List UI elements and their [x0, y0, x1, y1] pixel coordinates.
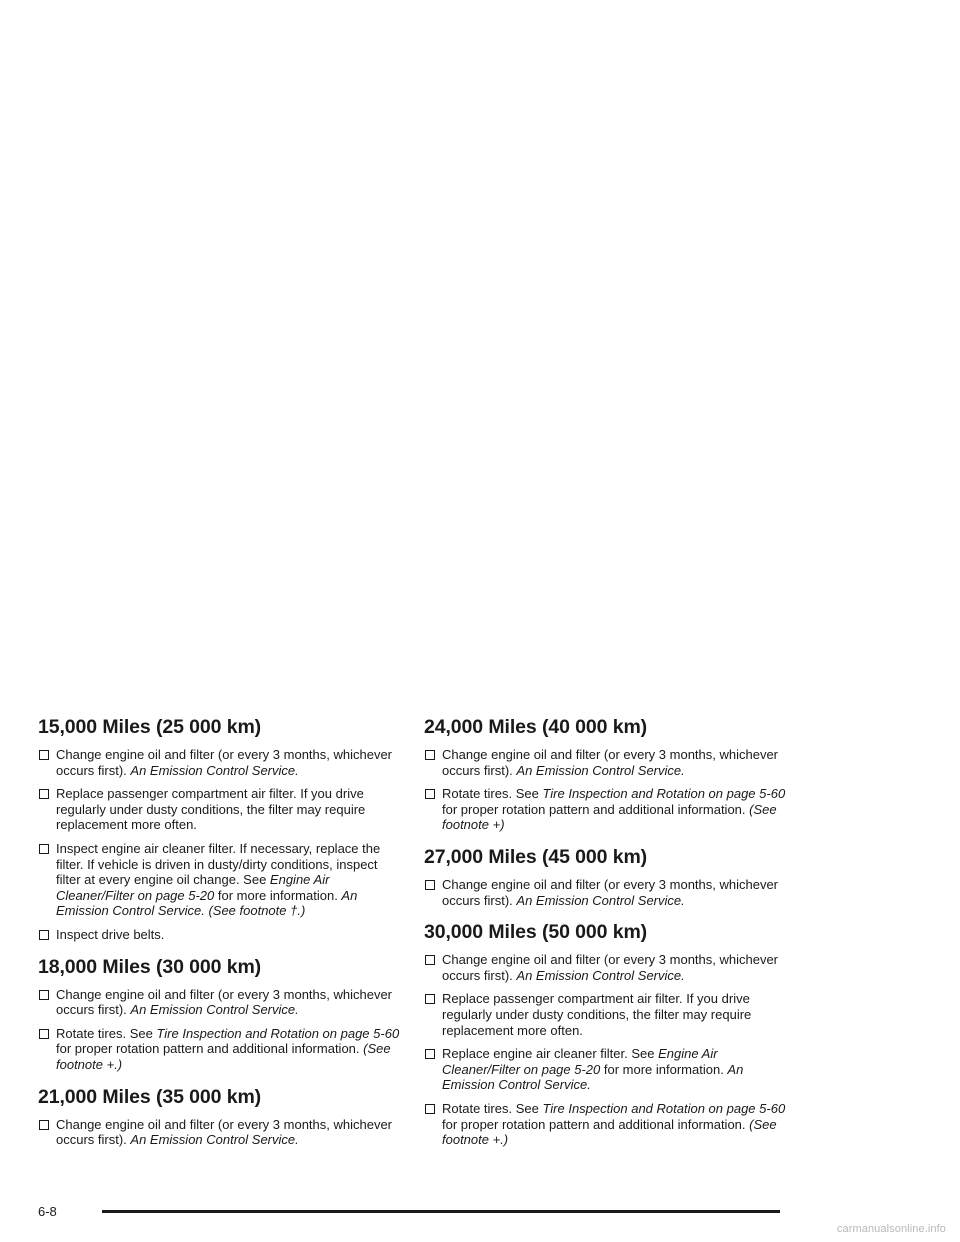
section-27000-miles: [424, 846, 794, 908]
page-number: 6-8: [38, 1204, 57, 1219]
checkbox-icon: [425, 880, 435, 890]
checklist-item: Rotate tires. See Tire Inspection and Rotation on page 5-60 for proper rotation pattern and additional information. (See footnote +.): [424, 1101, 794, 1148]
checklist-item: Rotate tires. See Tire Inspection and Rotation on page 5-60 for proper rotation pattern and additional information. (See footnote +.): [38, 1026, 400, 1073]
checklist-item: Replace passenger compartment air filter. If you drive regularly under dusty conditions, the filter may require replacement more often.: [38, 786, 400, 833]
section-title: 21,000 Miles (35 000 km): [38, 1085, 262, 1108]
section-title: 18,000 Miles (30 000 km): [38, 955, 262, 978]
checkbox-icon: [425, 1104, 435, 1114]
checklist-item: Inspect engine air cleaner filter. If necessary, replace the filter. If vehicle is driven in dusty/dirty conditions, inspect filter at every engine oil change. See Engine Air Cleaner/Filter on page 5-20 for more information. An Emission Control Service. (See footnote †.): [38, 841, 400, 919]
right-column: [424, 716, 794, 1161]
checklist-item: Change engine oil and filter (or every 3 months, whichever occurs first). An Emission Control Service.: [38, 1117, 400, 1148]
watermark: carmanualsonline.info: [836, 1223, 946, 1235]
checkbox-icon: [425, 955, 435, 965]
checkbox-icon: [39, 930, 49, 940]
checklist-item: Replace passenger compartment air filter. If you drive regularly under dusty conditions, the filter may require replacement more often.: [424, 991, 794, 1038]
checklist-item: Inspect drive belts.: [38, 927, 400, 943]
left-column: [38, 716, 400, 1161]
section-title: 24,000 Miles (40 000 km): [424, 716, 648, 738]
checkbox-icon: [39, 1120, 49, 1130]
section-title: 15,000 Miles (25 000 km): [38, 716, 262, 738]
checklist-item: Rotate tires. See Tire Inspection and Rotation on page 5-60 for proper rotation pattern and additional information. (See footnote +): [424, 786, 794, 833]
section-15000-miles: [38, 716, 400, 943]
checklist-item: Change engine oil and filter (or every 3 months, whichever occurs first). An Emission Control Service.: [38, 987, 400, 1018]
checkbox-icon: [425, 994, 435, 1004]
section-30000-miles: [424, 921, 794, 1148]
section-18000-miles: [38, 956, 400, 1073]
page-reference-link[interactable]: Tire Inspection and Rotation on page 5-60: [156, 1025, 400, 1041]
checklist-item: Change engine oil and filter (or every 3 months, whichever occurs first). An Emission Control Service.: [424, 747, 794, 778]
checklist-item: Replace engine air cleaner filter. See Engine Air Cleaner/Filter on page 5-20 for more information. An Emission Control Service.: [424, 1046, 794, 1093]
checklist-item: Change engine oil and filter (or every 3 months, whichever occurs first). An Emission Control Service.: [424, 952, 794, 983]
page-reference-link[interactable]: Tire Inspection and Rotation on page 5-60: [542, 1100, 786, 1116]
checklist-item: Change engine oil and filter (or every 3 months, whichever occurs first). An Emission Control Service.: [424, 877, 794, 908]
page-reference-link[interactable]: Engine Air Cleaner/Filter on page 5-20: [56, 872, 330, 903]
checkbox-icon: [39, 750, 49, 760]
checkbox-icon: [425, 789, 435, 799]
checkbox-icon: [425, 750, 435, 760]
section-24000-miles: [424, 716, 794, 833]
checkbox-icon: [425, 1049, 435, 1059]
page-reference-link[interactable]: Tire Inspection and Rotation on page 5-60: [542, 786, 786, 802]
checkbox-icon: [39, 844, 49, 854]
section-title: 27,000 Miles (45 000 km): [424, 845, 648, 868]
section-21000-miles: [38, 1086, 400, 1148]
checkbox-icon: [39, 789, 49, 799]
checkbox-icon: [39, 1029, 49, 1039]
checkbox-icon: [39, 990, 49, 1000]
section-title: 30,000 Miles (50 000 km): [424, 921, 648, 944]
checklist-item: Change engine oil and filter (or every 3 months, whichever occurs first). An Emission Control Service.: [38, 747, 400, 778]
footer-rule: [102, 1210, 780, 1213]
page-reference-link[interactable]: Engine Air Cleaner/Filter on page 5-20: [442, 1046, 718, 1077]
